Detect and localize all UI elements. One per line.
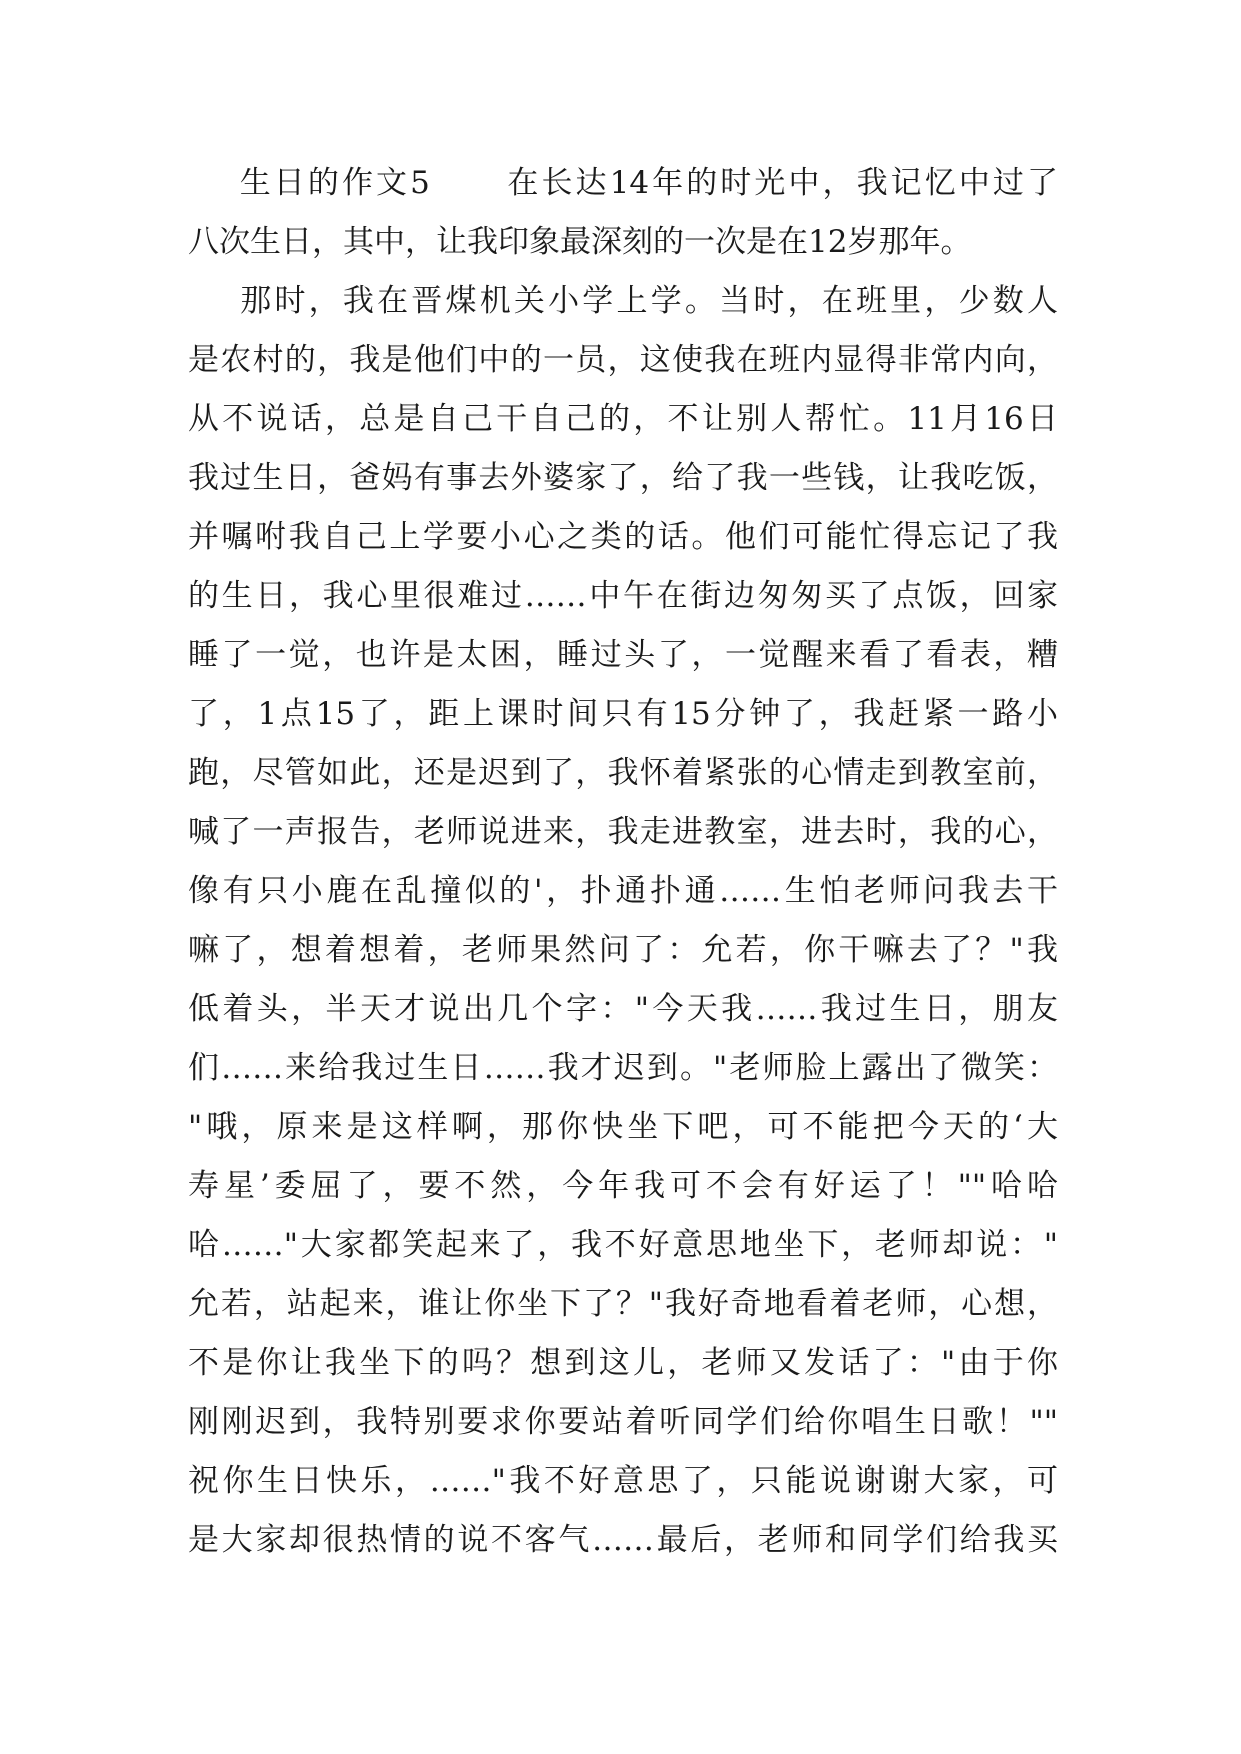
text-line: 的生日，我心里很难过……中午在街边匆匆买了点饭，回家 (188, 578, 1058, 614)
text-line: 是大家却很热情的说不客气……最后，老师和同学们给我买 (188, 1522, 1058, 1558)
text-line: 那时，我在晋煤机关小学上学。当时，在班里，少数人 (188, 283, 1058, 319)
text-line: 并嘱咐我自己上学要小心之类的话。他们可能忙得忘记了我 (188, 519, 1058, 555)
text-line: 不是你让我坐下的吗？想到这儿，老师又发话了："由于你 (188, 1345, 1058, 1381)
text-line: 嘛了，想着想着，老师果然问了：允若，你干嘛去了？"我 (188, 932, 1058, 968)
text-line: "哦，原来是这样啊，那你快坐下吧，可不能把今天的‘大 (188, 1109, 1058, 1145)
text-line: 是农村的，我是他们中的一员，这使我在班内显得非常内向， (188, 342, 1058, 378)
text-line: 了，1点15了，距上课时间只有15分钟了，我赶紧一路小 (188, 696, 1058, 732)
text-line: 刚刚迟到，我特别要求你要站着听同学们给你唱生日歌！"" (188, 1404, 1058, 1440)
text-line: 允若，站起来，谁让你坐下了？"我好奇地看着老师，心想， (188, 1286, 1058, 1322)
text-line: 喊了一声报告，老师说进来，我走进教室，进去时，我的心， (188, 814, 1058, 850)
text-line: 们……来给我过生日……我才迟到。"老师脸上露出了微笑： (188, 1050, 1058, 1086)
text-line: 八次生日，其中，让我印象最深刻的一次是在12岁那年。 (188, 224, 972, 260)
text-line: 像有只小鹿在乱撞似的'，扑通扑通……生怕老师问我去干 (188, 873, 1058, 909)
text-line: 低着头，半天才说出几个字："今天我……我过生日，朋友 (188, 991, 1058, 1027)
text-line: 睡了一觉，也许是太困，睡过头了，一觉醒来看了看表，糟 (188, 637, 1058, 673)
essay-body (188, 154, 1058, 1570)
text-line: 跑，尽管如此，还是迟到了，我怀着紧张的心情走到教室前， (188, 755, 1058, 791)
text-line: 哈……"大家都笑起来了，我不好意思地坐下，老师却说：" (188, 1227, 1058, 1263)
text-line: 从不说话，总是自己干自己的，不让别人帮忙。11月16日 (188, 401, 1058, 437)
text-line: 祝你生日快乐，……"我不好意思了，只能说谢谢大家，可 (188, 1463, 1058, 1499)
text-line: 寿星’委屈了，要不然，今年我可不会有好运了！""哈哈 (188, 1168, 1058, 1204)
text-line: 生日的作文5 在长达14年的时光中，我记忆中过了 (188, 165, 1058, 201)
text-line: 我过生日，爸妈有事去外婆家了，给了我一些钱，让我吃饭， (188, 460, 1058, 496)
